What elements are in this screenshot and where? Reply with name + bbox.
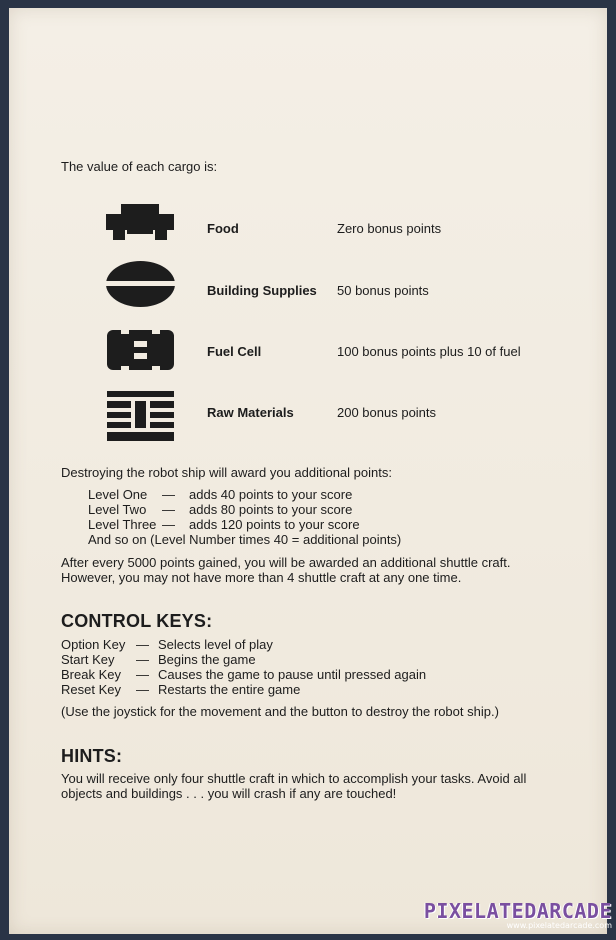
- level-three-name: Level Three: [88, 517, 157, 532]
- control-dash-start: —: [136, 652, 149, 667]
- level-so-on: And so on (Level Number times 40 = additional points): [88, 532, 402, 547]
- control-desc-option: Selects level of play: [158, 637, 273, 652]
- control-key-break: Break Key: [61, 667, 121, 682]
- cargo-value-building-supplies: 50 bonus points: [337, 283, 429, 298]
- fuel-cell-cargo-icon: [107, 330, 174, 370]
- cargo-value-food: Zero bonus points: [337, 221, 442, 236]
- control-dash-option: —: [136, 637, 149, 652]
- watermark: [424, 899, 612, 930]
- level-three-text: adds 120 points to your score: [189, 517, 360, 532]
- level-two-text: adds 80 points to your score: [189, 502, 353, 517]
- control-desc-reset: Restarts the entire game: [158, 682, 301, 697]
- level-one-dash: —: [162, 487, 175, 502]
- level-two-dash: —: [162, 502, 175, 517]
- cargo-name-food: Food: [207, 221, 239, 236]
- cargo-value-fuel-cell: 100 bonus points plus 10 of fuel: [337, 344, 521, 359]
- cargo-value-raw-materials: 200 bonus points: [337, 405, 437, 420]
- cargo-name-raw-materials: Raw Materials: [207, 405, 294, 420]
- control-desc-break: Causes the game to pause until pressed again: [158, 667, 427, 682]
- watermark-url: www.pixelatedarcade.com: [506, 921, 612, 930]
- watermark-logo: PIXELATEDARCADE: [423, 899, 612, 923]
- food-cargo-icon: [106, 204, 174, 240]
- control-note: (Use the joystick for the movement and the button to destroy the robot ship.): [61, 704, 499, 719]
- control-key-reset: Reset Key: [61, 682, 121, 697]
- raw-materials-cargo-icon: [107, 391, 174, 441]
- hints-line-2: objects and buildings . . . you will crash if any are touched!: [61, 786, 397, 801]
- robot-intro: Destroying the robot ship will award you additional points:: [61, 465, 392, 480]
- cargo-name-building-supplies: Building Supplies: [207, 283, 317, 298]
- shuttle-line-2: However, you may not have more than 4 shuttle craft at any one time.: [61, 570, 462, 585]
- level-two-name: Level Two: [88, 502, 147, 517]
- level-three-dash: —: [162, 517, 175, 532]
- hints-heading: HINTS:: [61, 746, 123, 766]
- cargo-intro: The value of each cargo is:: [61, 159, 218, 174]
- control-desc-start: Begins the game: [158, 652, 256, 667]
- control-key-start: Start Key: [61, 652, 115, 667]
- control-dash-reset: —: [136, 682, 149, 697]
- shuttle-line-1: After every 5000 points gained, you will be awarded an additional shuttle craft.: [61, 555, 511, 570]
- building-supplies-cargo-icon: [106, 261, 175, 307]
- control-key-option: Option Key: [61, 637, 126, 652]
- control-dash-break: —: [136, 667, 149, 682]
- cargo-name-fuel-cell: Fuel Cell: [207, 344, 262, 359]
- hints-line-1: You will receive only four shuttle craft in which to accomplish your tasks. Avoid all: [61, 771, 527, 786]
- control-keys-heading: CONTROL KEYS:: [61, 611, 213, 631]
- level-one-name: Level One: [88, 487, 148, 502]
- level-one-text: adds 40 points to your score: [189, 487, 353, 502]
